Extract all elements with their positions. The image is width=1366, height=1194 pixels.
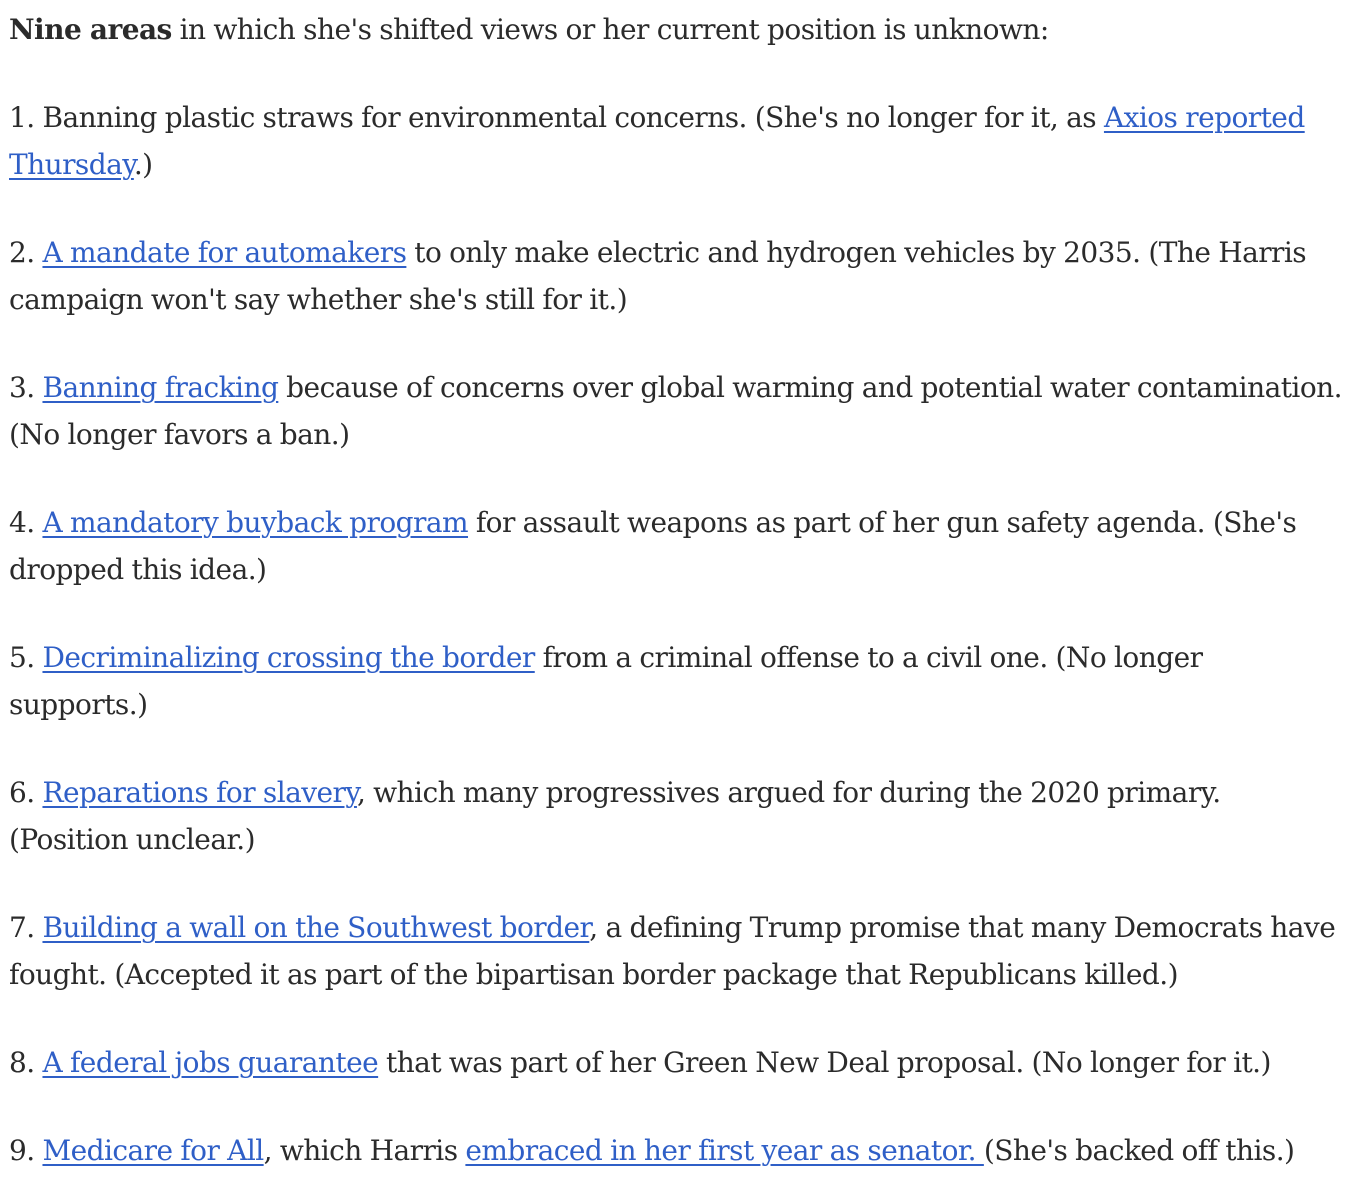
item-number: 3. xyxy=(9,371,43,404)
item-text: Banning plastic straws for environmental concerns. (She's no longer for it, as xyxy=(42,101,1104,134)
jobs-guarantee-link[interactable]: A federal jobs guarantee xyxy=(42,1046,379,1079)
automakers-mandate-link[interactable]: A mandate for automakers xyxy=(42,236,407,269)
list-item-4 xyxy=(9,499,1342,593)
item-text: (She's backed off this.) xyxy=(983,1134,1295,1167)
item-number: 6. xyxy=(9,776,43,809)
buyback-program-link[interactable]: A mandatory buyback program xyxy=(42,506,469,539)
decriminalizing-border-link[interactable]: Decriminalizing crossing the border xyxy=(42,641,535,674)
first-year-senator-link[interactable]: embraced in her first year as senator. xyxy=(465,1134,984,1167)
item-number: 7. xyxy=(9,911,43,944)
list-item-8 xyxy=(9,1039,1342,1086)
item-number: 5. xyxy=(9,641,43,674)
list-item-1 xyxy=(9,94,1342,188)
intro-text: in which she's shifted views or her current position is unknown: xyxy=(171,13,1049,46)
reparations-link[interactable]: Reparations for slavery xyxy=(42,776,357,809)
medicare-for-all-link[interactable]: Medicare for All xyxy=(42,1134,264,1167)
item-text: for assault weapons as part of her gun safety agenda. (She's dropped this idea.) xyxy=(9,506,1297,586)
axios-reported-link[interactable]: Axios reported Thursday xyxy=(9,101,1305,181)
banning-fracking-link[interactable]: Banning fracking xyxy=(42,371,279,404)
list-item-5 xyxy=(9,634,1342,728)
item-number: 2. xyxy=(9,236,43,269)
intro-lead: Nine areas xyxy=(9,13,172,46)
item-text: because of concerns over global warming and potential water contamination. (No longer favors a ban.) xyxy=(9,371,1342,451)
item-number: 1. xyxy=(9,101,43,134)
item-text: , which many progressives argued for during the 2020 primary. (Position unclear.) xyxy=(9,776,1221,856)
item-text: from a criminal offense to a civil one. (No longer supports.) xyxy=(9,641,1203,721)
item-text: , which Harris xyxy=(263,1134,466,1167)
list-item-7 xyxy=(9,904,1342,998)
item-text: that was part of her Green New Deal proposal. (No longer for it.) xyxy=(378,1046,1271,1079)
item-text: .) xyxy=(133,148,153,181)
list-item-2 xyxy=(9,229,1342,323)
item-text: , a defining Trump promise that many Democrats have fought. (Accepted it as part of the bipartisan border package that Republicans killed.) xyxy=(9,911,1336,991)
intro-paragraph xyxy=(9,6,1342,53)
list-item-6 xyxy=(9,769,1342,863)
border-wall-link[interactable]: Building a wall on the Southwest border xyxy=(42,911,590,944)
list-item-9 xyxy=(9,1127,1342,1174)
item-number: 4. xyxy=(9,506,43,539)
list-item-3 xyxy=(9,364,1342,458)
item-text: to only make electric and hydrogen vehicles by 2035. (The Harris campaign won't say whether she's still for it.) xyxy=(9,236,1307,316)
item-number: 8. xyxy=(9,1046,43,1079)
item-number: 9. xyxy=(9,1134,43,1167)
